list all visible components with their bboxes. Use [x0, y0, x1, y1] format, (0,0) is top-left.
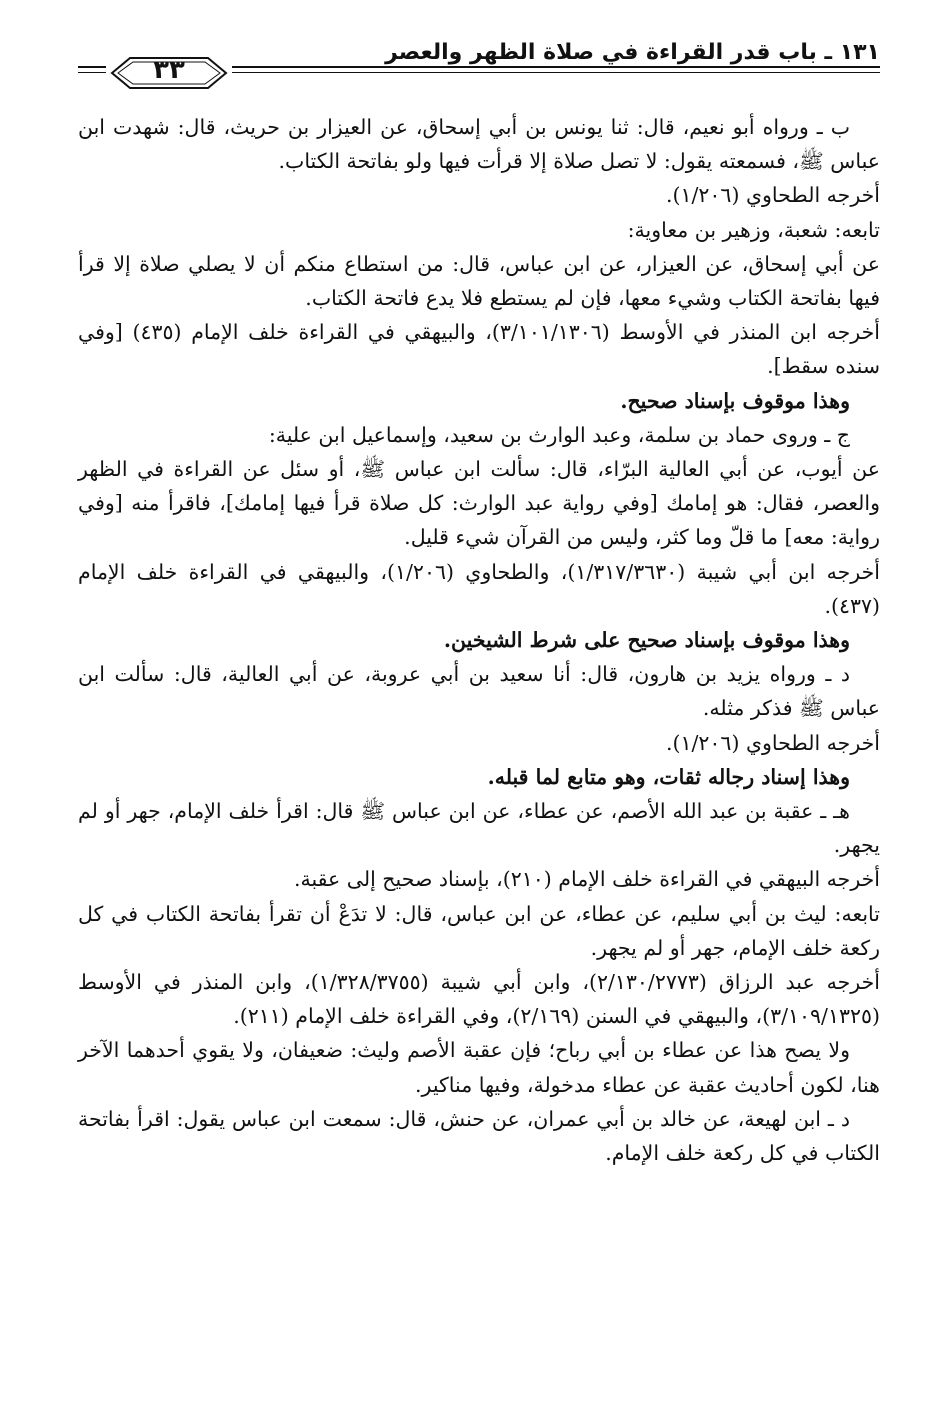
- paragraph: وهذا موقوف بإسناد صحيح.: [620, 388, 850, 413]
- page-body: [78, 110, 880, 1170]
- paragraph: ب ـ ورواه أبو نعيم، قال: ثنا يونس بن أبي إسحاق، عن العيزار بن حريث، قال: شهدت ابن عباس ﷺ، فسمعته يقول: لا تصل صلاة إلا قرأت فيها ولو بفاتحة الكتاب.: [78, 115, 880, 174]
- paragraph: أخرجه الطحاوي (١/٢٠٦).: [665, 730, 880, 755]
- paragraph: هـ ـ عقبة بن عبد الله الأصم، عن عطاء، عن ابن عباس ﷺ قال: اقرأ خلف الإمام، جهر أو لم يجهر.: [78, 799, 880, 858]
- paragraph: عن أيوب، عن أبي العالية البرّاء، قال: سألت ابن عباس ﷺ، أو سئل عن القراءة في الظهر والعصر، فقال: هو إمامك [وفي رواية عبد الوارث: كل صلاة قرأ فيها إمامك]، فاقرأ منه [وفي رواية: معه] ما قلّ وما كثر، وليس من القرآن شيء قليل.: [78, 457, 880, 550]
- paragraph: ج ـ وروى حماد بن سلمة، وعبد الوارث بن سعيد، وإسماعيل ابن علية:: [268, 422, 850, 447]
- paragraph: عن أبي إسحاق، عن العيزار، عن ابن عباس، قال: من استطاع منكم أن لا يصلي صلاة إلا قرأ فيها بفاتحة الكتاب وشيء معها، فإن لم يستطع فلا يدع فاتحة الكتاب.: [78, 251, 880, 311]
- paragraph: أخرجه الطحاوي (١/٢٠٦).: [665, 183, 880, 208]
- paragraph: وهذا موقوف بإسناد صحيح على شرط الشيخين.: [443, 628, 850, 653]
- page-header: [78, 38, 880, 110]
- page-number-badge: [106, 52, 232, 94]
- paragraph: د ـ ورواه يزيد بن هارون، قال: أنا سعيد بن أبي عروبة، عن أبي العالية، قال: سألت ابن عباس ﷺ فذكر مثله.: [78, 662, 880, 721]
- paragraph: أخرجه عبد الرزاق (٢/١٣٠/٢٧٧٣)، وابن أبي شيبة (١/٣٢٨/٣٧٥٥)، وابن المنذر في الأوسط (٣/١٠٩/١٣٢٥)، والبيهقي في السنن (٢/١٦٩)، وفي القراءة خلف الإمام (٢١١).: [78, 970, 880, 1029]
- paragraph: د ـ ابن لهيعة، عن خالد بن أبي عمران، عن حنش، قال: سمعت ابن عباس يقول: اقرأ بفاتحة الكتاب في كل ركعة خلف الإمام.: [78, 1106, 880, 1166]
- page-number: ٣٣: [153, 55, 185, 85]
- chapter-title: ١٣١ ـ باب قدر القراءة في صلاة الظهر والعصر: [385, 40, 880, 65]
- paragraph: أخرجه البيهقي في القراءة خلف الإمام (٢١٠)، بإسناد صحيح إلى عقبة.: [293, 867, 880, 892]
- paragraph: تابعه: شعبة، وزهير بن معاوية:: [627, 217, 880, 242]
- paragraph: تابعه: ليث بن أبي سليم، عن عطاء، عن ابن عباس، قال: لا تدَعْ أن تقرأ بفاتحة الكتاب في كل ركعة خلف الإمام، جهر أو لم يجهر.: [78, 901, 880, 960]
- paragraph: أخرجه ابن المنذر في الأوسط (٣/١٠١/١٣٠٦)، والبيهقي في القراءة خلف الإمام (٤٣٥) [وفي سنده سقط].: [78, 320, 880, 379]
- paragraph: ولا يصح هذا عن عطاء بن أبي رباح؛ فإن عقبة الأصم وليث: ضعيفان، ولا يقوي أحدهما الآخر هنا، لكون أحاديث عقبة عن عطاء مدخولة، وفيها مناكير.: [78, 1038, 880, 1097]
- paragraph: وهذا إسناد رجاله ثقات، وهو متابع لما قبله.: [487, 764, 850, 789]
- paragraph: أخرجه ابن أبي شيبة (١/٣١٧/٣٦٣٠)، والطحاوي (١/٢٠٦)، والبيهقي في القراءة خلف الإمام (٤٣٧).: [78, 559, 880, 618]
